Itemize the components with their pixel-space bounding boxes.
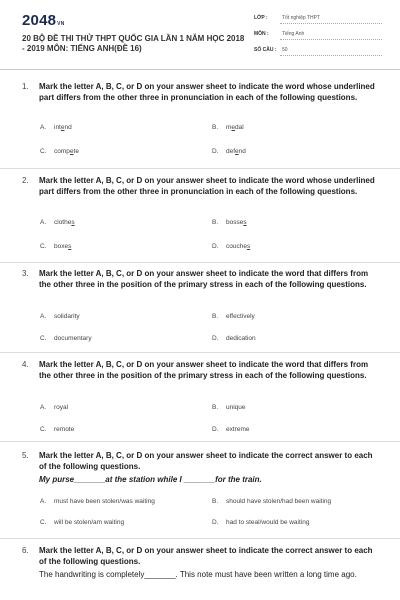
option-d[interactable]: D. had to steal/would be waiting <box>212 519 310 526</box>
option-b[interactable]: B. effectively <box>212 313 255 320</box>
question-instruction: Mark the letter A, B, C, or D on your answer sheet to indicate the correct answer to each of the following questions. <box>39 451 373 471</box>
option-c[interactable]: C. will be stolen/am waiting <box>40 519 125 526</box>
meta-count <box>254 44 382 56</box>
option-c[interactable]: C. boxes <box>40 243 72 250</box>
meta-count-value: 50 <box>282 47 288 53</box>
question-divider <box>0 441 400 442</box>
question-6 <box>0 546 400 600</box>
option-d[interactable]: D. defend <box>212 148 246 155</box>
question-2 <box>0 176 400 266</box>
meta-class <box>254 12 382 24</box>
option-a[interactable]: A. must have been stolen/was waiting <box>40 498 155 505</box>
meta-count-label: SỐ CÂU : <box>254 47 277 53</box>
option-b[interactable]: B. unique <box>212 404 246 411</box>
exam-title-line-2: - 2019 MÔN: TIẾNG ANH(ĐỀ 16) <box>22 44 142 53</box>
exam-header <box>0 0 400 70</box>
option-c[interactable]: C. compete <box>40 148 79 155</box>
question-instruction: Mark the letter A, B, C, or D on your answer sheet to indicate the word that differs from the other three in the position of the primary stress in each of the following questions. <box>39 360 369 380</box>
exam-title <box>22 34 252 54</box>
option-c[interactable]: C. documentary <box>40 335 92 342</box>
question-3 <box>0 269 400 355</box>
underlined-part: s <box>71 219 75 226</box>
question-instruction: Mark the letter A, B, C, or D on your answer sheet to indicate the correct answer to each of the following questions. <box>39 546 373 566</box>
question-number: 4. <box>22 360 29 369</box>
option-d[interactable]: D. extreme <box>212 426 250 433</box>
question-instruction: Mark the letter A, B, C, or D on your answer sheet to indicate the word whose underlined part differs from the other three in pronunciation in each of the following questions. <box>39 176 375 196</box>
question-1 <box>0 82 400 172</box>
question-divider <box>0 538 400 539</box>
option-a[interactable]: A. intend <box>40 124 72 131</box>
question-4 <box>0 360 400 446</box>
option-b[interactable]: B. should have stolen/had been waiting <box>212 498 332 505</box>
question-instruction: Mark the letter A, B, C, or D on your answer sheet to indicate the word that differs from the other three in the position of the primary stress in each of the following questions. <box>39 269 369 289</box>
meta-subject <box>254 28 382 40</box>
question-divider <box>0 168 400 169</box>
option-d[interactable]: D. dedication <box>212 335 256 342</box>
meta-class-value: Tốt nghiệp THPT <box>282 15 320 21</box>
question-number: 3. <box>22 269 29 278</box>
meta-subject-line <box>280 39 382 40</box>
underlined-part: s <box>246 243 251 250</box>
option-b[interactable]: B. medal <box>212 124 244 131</box>
underlined-part: e <box>69 148 74 155</box>
option-d[interactable]: D. couches <box>212 243 251 250</box>
meta-subject-value: Tiếng Anh <box>282 31 305 37</box>
question-instruction: Mark the letter A, B, C, or D on your answer sheet to indicate the word whose underlined part differs from the other three in pronunciation in each of the following questions. <box>39 82 375 102</box>
option-a[interactable]: A. solidarity <box>40 313 80 320</box>
question-stem: The handwriting is completely_______. This note must have been written a long time ago. <box>39 570 357 579</box>
question-number: 6. <box>22 546 29 555</box>
header-divider <box>0 69 400 70</box>
question-number: 5. <box>22 451 29 460</box>
logo-suffix: VN <box>57 21 65 27</box>
meta-class-label: LỚP : <box>254 15 268 21</box>
exam-title-line-1: 20 BỘ ĐỀ THI THỬ THPT QUỐC GIA LẦN 1 NĂM HỌC 2018 <box>22 34 245 43</box>
underlined-part: e <box>235 148 239 155</box>
option-c[interactable]: C. remote <box>40 426 75 433</box>
underlined-part: s <box>243 219 247 226</box>
option-b[interactable]: B. bosses <box>212 219 247 226</box>
site-logo[interactable] <box>22 12 65 29</box>
meta-class-line <box>280 23 382 24</box>
underlined-part: e <box>231 124 236 131</box>
meta-count-line <box>280 55 382 56</box>
question-5 <box>0 451 400 537</box>
question-stem: My purse_______at the station while I _______for the train. <box>39 475 262 484</box>
logo-text: 2048 <box>22 12 57 29</box>
option-a[interactable]: A. royal <box>40 404 69 411</box>
underlined-part: e <box>60 124 65 131</box>
question-number: 1. <box>22 82 29 91</box>
question-divider <box>0 262 400 263</box>
meta-subject-label: MÔN : <box>254 31 269 37</box>
question-number: 2. <box>22 176 29 185</box>
option-a[interactable]: A. clothes <box>40 219 75 226</box>
question-divider <box>0 352 400 353</box>
underlined-part: s <box>68 243 72 250</box>
